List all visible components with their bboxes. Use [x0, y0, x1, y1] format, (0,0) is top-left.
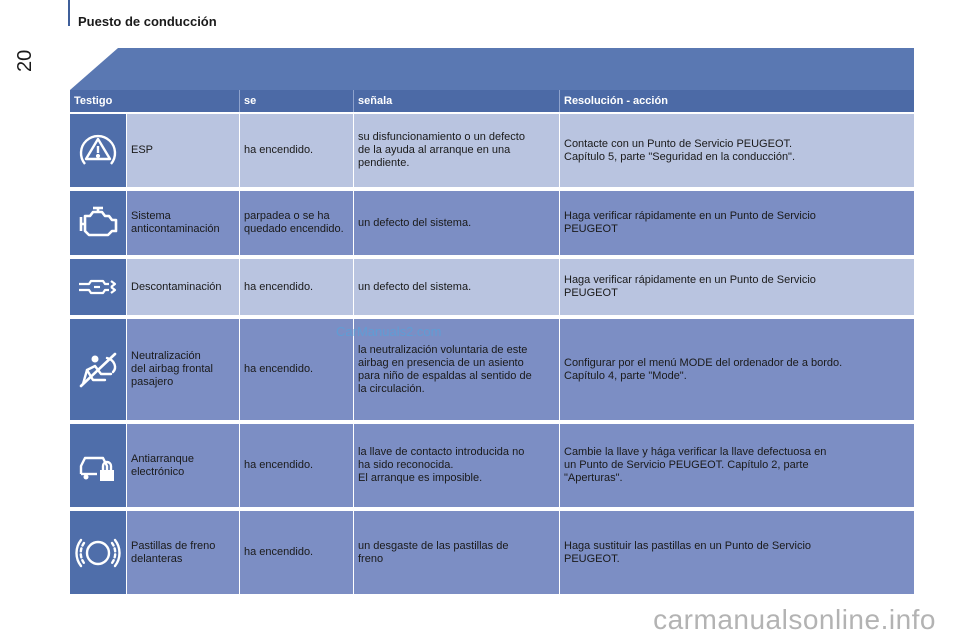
- cell-resolucion: Cambie la llave y hága verificar la llave defectuosa en un Punto de Servicio PEUGEOT. Capítulo 2, parte "Aperturas".: [560, 424, 914, 507]
- cell-resolucion: Haga sustituir las pastillas en un Punto de Servicio PEUGEOT.: [560, 511, 914, 594]
- engine-icon: [70, 191, 127, 255]
- cell-testigo: Antiarranque electrónico: [127, 424, 240, 507]
- cell-testigo: Sistema anticontaminación: [127, 191, 240, 255]
- footer-watermark: carmanualsonline.info: [653, 604, 936, 635]
- cell-resolucion: Haga verificar rápidamente en un Punto de Servicio PEUGEOT: [560, 191, 914, 255]
- table-row: [70, 191, 914, 255]
- side-rule: [68, 0, 70, 26]
- cell-resolucion: Haga verificar rápidamente en un Punto de Servicio PEUGEOT: [560, 259, 914, 315]
- table-row: [70, 511, 914, 594]
- table-row: [70, 319, 914, 420]
- table-header: [70, 90, 914, 112]
- table-row: [70, 424, 914, 507]
- brake-pad-icon: [70, 511, 127, 594]
- cell-senala: un defecto del sistema.: [354, 259, 560, 315]
- cell-resolucion: Configurar por el menú MODE del ordenador de a bordo. Capítulo 4, parte "Mode".: [560, 319, 914, 420]
- cell-se: ha encendido.: [240, 319, 354, 420]
- warning-triangle-icon: [70, 114, 127, 187]
- cell-senala: su disfuncionamiento o un defecto de la ayuda al arranque en una pendiente.: [354, 114, 560, 187]
- table-row: [70, 259, 914, 315]
- cell-senala: la neutralización voluntaria de este airbag en presencia de un asiento para niño de espaldas al sentido de la circulación.: [354, 319, 560, 420]
- header-se: se: [240, 90, 354, 112]
- watermark-text: CarManuals2.com: [336, 324, 442, 339]
- section-title: Puesto de conducción: [78, 14, 217, 29]
- cell-se: ha encendido.: [240, 424, 354, 507]
- cell-senala: un desgaste de las pastillas de freno: [354, 511, 560, 594]
- header-resolucion: Resolución - acción: [564, 95, 668, 107]
- header-banner: [70, 48, 914, 90]
- warning-lights-table: [70, 90, 914, 598]
- cell-se: ha encendido.: [240, 114, 354, 187]
- cell-resolucion: Contacte con un Punto de Servicio PEUGEOT. Capítulo 5, parte "Seguridad en la conducción".: [560, 114, 914, 187]
- cell-testigo: ESP: [127, 114, 240, 187]
- car-key-lock-icon: [70, 424, 127, 507]
- airbag-off-icon: [70, 319, 127, 420]
- header-senala: señala: [354, 90, 560, 112]
- cell-se: ha encendido.: [240, 259, 354, 315]
- cell-testigo: Pastillas de freno delanteras: [127, 511, 240, 594]
- cell-senala: un defecto del sistema.: [354, 191, 560, 255]
- cell-testigo: Neutralización del airbag frontal pasajero: [127, 319, 240, 420]
- cell-testigo: Descontaminación: [127, 259, 240, 315]
- cell-senala: la llave de contacto introducida no ha sido reconocida. El arranque es imposible.: [354, 424, 560, 507]
- table-row: [70, 114, 914, 187]
- cell-se: ha encendido.: [240, 511, 354, 594]
- cell-se: parpadea o se ha quedado encendido.: [240, 191, 354, 255]
- header-testigo: Testigo: [70, 90, 240, 112]
- exhaust-icon: [70, 259, 127, 315]
- page-number: 20: [14, 49, 36, 72]
